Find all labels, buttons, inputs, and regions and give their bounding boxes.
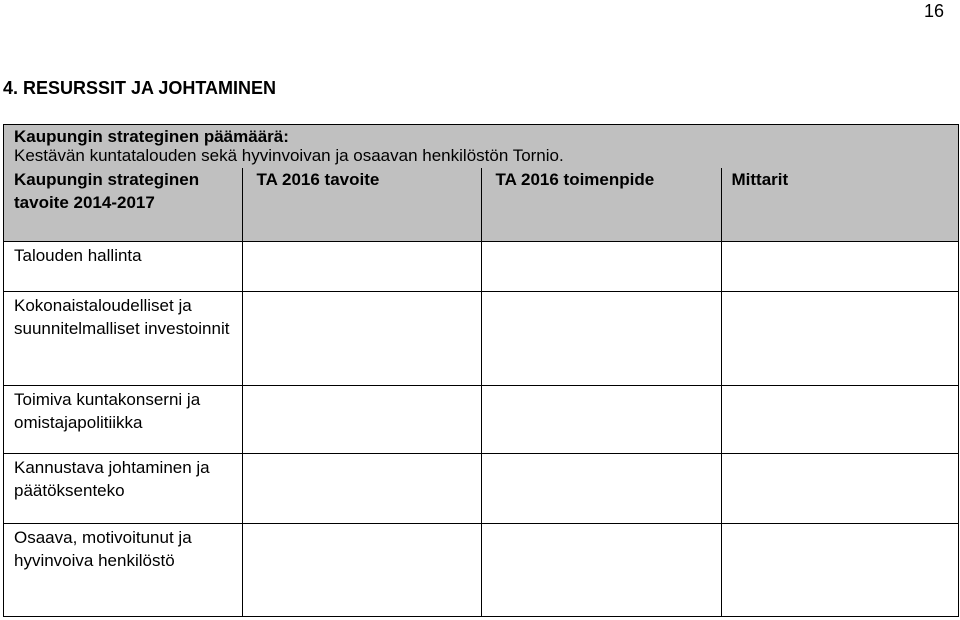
action-cell [481, 386, 721, 454]
table-row [4, 454, 958, 524]
target-cell [242, 524, 481, 617]
action-cell [481, 242, 721, 292]
column-header-metrics: Mittarit [721, 168, 958, 242]
resources-table-box [3, 124, 959, 617]
metrics-cell [721, 386, 958, 454]
row-goal-cell: Osaava, motivoitunut ja hyvinvoiva henkilöstö [4, 524, 242, 617]
action-cell [481, 524, 721, 617]
resources-table [4, 168, 958, 617]
section-title: 4. RESURSSIT JA JOHTAMINEN [3, 78, 277, 98]
action-cell [481, 454, 721, 524]
column-header-target: TA 2016 tavoite [242, 168, 481, 242]
target-cell [242, 386, 481, 454]
strategic-goal-header [4, 125, 958, 168]
metrics-cell [721, 292, 958, 386]
metrics-cell [721, 242, 958, 292]
target-cell [242, 454, 481, 524]
action-cell [481, 292, 721, 386]
table-row [4, 386, 958, 454]
target-cell [242, 242, 481, 292]
row-goal-cell: Kokonaistaloudelliset ja suunnitelmalliset investoinnit [4, 292, 242, 386]
row-goal-cell: Kannustava johtaminen ja päätöksenteko [4, 454, 242, 524]
strategic-goal-label: Kaupungin strateginen päämäärä: [14, 127, 289, 146]
table-header-row [4, 168, 958, 242]
page-number: 16 [923, 1, 944, 21]
table-row [4, 524, 958, 617]
row-goal-cell: Talouden hallinta [4, 242, 242, 292]
metrics-cell [721, 454, 958, 524]
metrics-cell [721, 524, 958, 617]
target-cell [242, 292, 481, 386]
table-row [4, 292, 958, 386]
row-goal-cell: Toimiva kuntakonserni ja omistajapolitiikka [4, 386, 242, 454]
strategic-goal-text: Kestävän kuntatalouden sekä hyvinvoivan ja osaavan henkilöstön Tornio. [14, 146, 564, 165]
table-row [4, 242, 958, 292]
column-header-action: TA 2016 toimenpide [481, 168, 721, 242]
column-header-strategic-goal: Kaupungin strateginen tavoite 2014-2017 [4, 168, 242, 242]
